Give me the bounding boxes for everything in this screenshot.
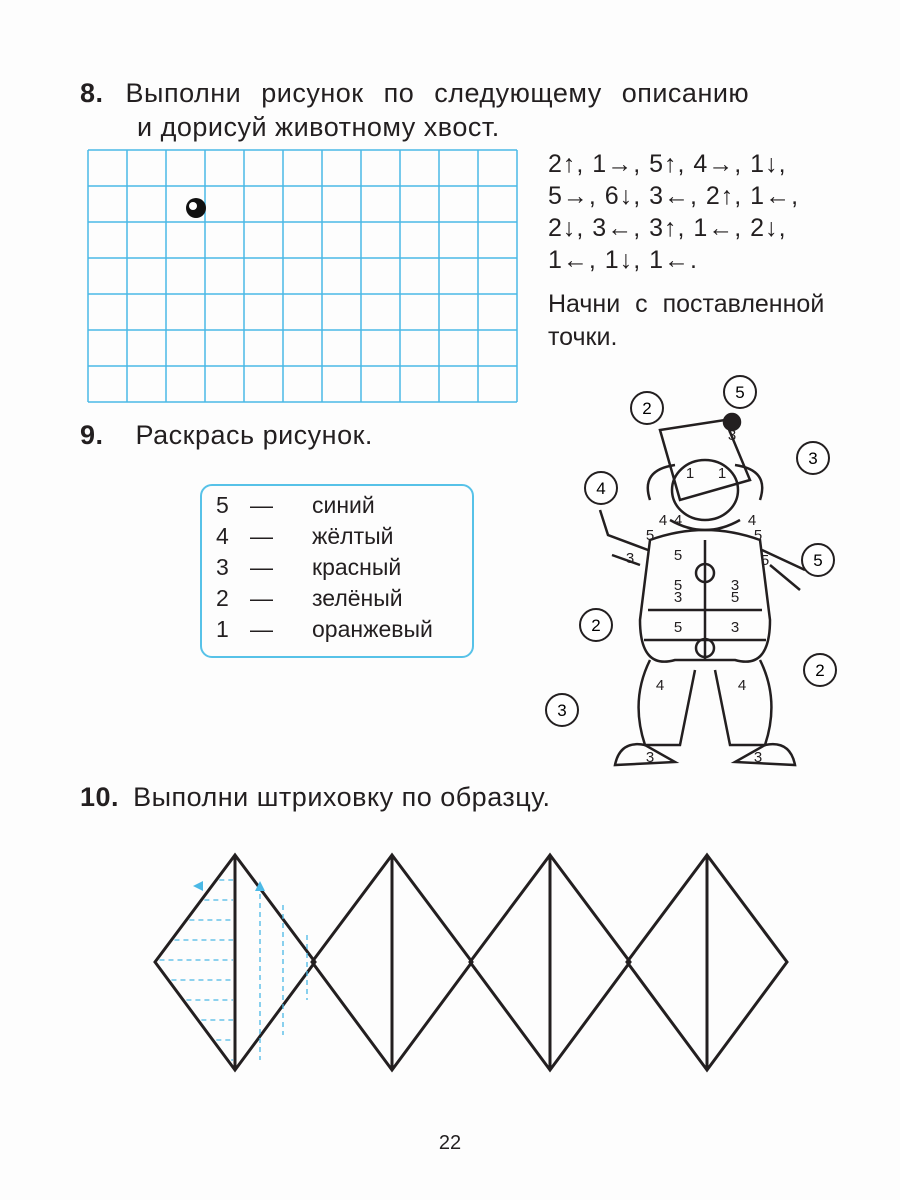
region-number: 3 <box>730 619 740 636</box>
region-number: 4 <box>747 512 757 529</box>
legend-number: 2 <box>216 585 229 611</box>
region-number: 4 <box>655 677 665 694</box>
region-number: 5 <box>730 589 740 606</box>
hint-line: точки. <box>548 323 618 351</box>
directions <box>548 148 799 276</box>
region-number: 5 <box>753 527 763 544</box>
ball-number: 3 <box>808 449 818 468</box>
task-10-heading <box>80 782 551 813</box>
legend-number: 3 <box>216 554 229 580</box>
hint-line: Начни с поставленной <box>548 290 825 318</box>
legend-dash: — <box>250 554 273 580</box>
task-text-line2: и дорисуй животному хвост. <box>137 112 500 142</box>
legend-color: жёлтый <box>312 523 394 549</box>
page-number: 22 <box>438 1132 462 1154</box>
direction-line: 2↓, 3←, 3↑, 1←, 2↓, <box>548 214 787 242</box>
task-9-heading <box>80 420 373 451</box>
region-number: 3 <box>625 550 635 567</box>
region-number: 1 <box>685 465 695 482</box>
legend-number: 5 <box>216 492 229 518</box>
ball-number: 5 <box>735 383 745 402</box>
ball-number: 5 <box>813 551 823 570</box>
direction-line: 1←, 1↓, 1←. <box>548 246 698 274</box>
region-number: 4 <box>658 512 668 529</box>
region-number: 3 <box>645 749 655 766</box>
hatching-diamonds[interactable] <box>140 845 810 1080</box>
legend-row <box>216 583 472 614</box>
ball-number: 2 <box>815 661 825 680</box>
region-number: 3 <box>673 589 683 606</box>
legend-number: 4 <box>216 523 229 549</box>
legend-dash: — <box>250 523 273 549</box>
task-text: Выполни штриховку по образцу. <box>133 782 551 812</box>
ball-number: 2 <box>642 399 652 418</box>
legend-color: зелёный <box>312 585 403 611</box>
task-number: 9. <box>80 420 104 450</box>
legend-number: 1 <box>216 616 229 642</box>
region-number: 1 <box>717 465 727 482</box>
region-number: 3 <box>753 749 763 766</box>
legend-dash: — <box>250 616 273 642</box>
legend-color: синий <box>312 492 375 518</box>
arrow-left-icon <box>193 881 203 891</box>
task-number: 10. <box>80 782 120 812</box>
legend-row <box>216 552 472 583</box>
drawing-grid[interactable] <box>80 145 530 410</box>
region-number: 4 <box>673 512 683 529</box>
legend-color: красный <box>312 554 402 580</box>
start-point-highlight <box>189 202 197 210</box>
legend-row <box>216 614 472 645</box>
region-number: 3 <box>730 577 740 594</box>
region-number: 5 <box>645 527 655 544</box>
color-legend <box>200 484 474 658</box>
legend-dash: — <box>250 585 273 611</box>
region-number: 5 <box>673 619 683 636</box>
task-text: Раскрась рисунок. <box>135 420 373 450</box>
region-number: 5 <box>673 547 683 564</box>
region-number: 3 <box>727 427 737 444</box>
region-number: 5 <box>760 552 770 569</box>
clown-coloring-picture[interactable] <box>530 370 900 780</box>
hint <box>548 288 824 354</box>
direction-line: 5→, 6↓, 3←, 2↑, 1←, <box>548 182 800 210</box>
legend-dash: — <box>250 492 273 518</box>
ball-number: 2 <box>591 616 601 635</box>
legend-color: оранжевый <box>312 616 433 642</box>
legend-row <box>216 521 472 552</box>
task-text: Выполни рисунок по следующему описанию <box>125 78 750 108</box>
region-number: 4 <box>737 677 747 694</box>
direction-line: 2↑, 1→, 5↑, 4→, 1↓, <box>548 150 787 178</box>
ball-number: 4 <box>596 479 606 498</box>
legend-row <box>216 490 472 521</box>
task-8-heading <box>80 78 749 109</box>
task-number: 8. <box>80 78 104 108</box>
ball-number: 3 <box>557 701 567 720</box>
region-number: 5 <box>673 577 683 594</box>
